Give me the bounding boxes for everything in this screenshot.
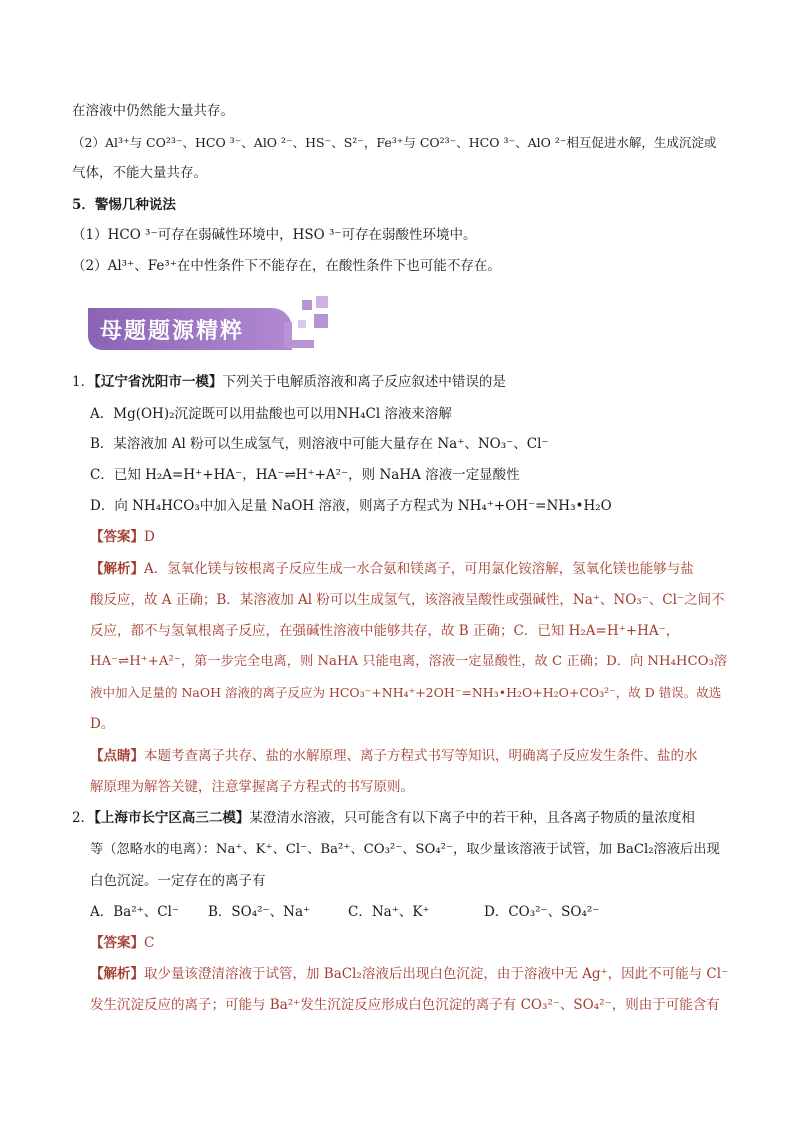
q2-stem-line-2: 等（忽略水的电离）：Na⁺、K⁺、Cl⁻、Ba²⁺、CO₃²⁻、SO₄²⁻，取少量该溶液于试管，加 BaCl₂溶液后出现 — [90, 842, 720, 857]
intro-line-1: 在溶液中仍然能大量共存。 — [72, 103, 234, 119]
q1-option-a: A．Mg(OH)₂沉淀既可以用盐酸也可以用NH₄Cl 溶液来溶解 — [90, 406, 452, 422]
q1-analysis-line-3: 反应，都不与氢氧根离子反应，在强碱性溶液中能够共存，故 B 正确；C．已知 H₂A=H⁺+HA⁻， — [90, 623, 680, 639]
intro-line-3: 气体，不能大量共存。 — [72, 165, 207, 181]
q2-option-a: A．Ba²⁺、Cl⁻ — [90, 904, 180, 920]
q1-analysis-line-4: HA⁻⇌H⁺+A²⁻，第一步完全电离，则 NaHA 只能电离，溶液一定显酸性，故 C 正确；D．向 NH₄HCO₃溶 — [90, 654, 728, 669]
q2-analysis-line-2: 发生沉淀反应的离子；可能与 Ba²⁺发生沉淀反应形成白色沉淀的离子有 CO₃²⁻、SO₄²⁻，则由于可能含有 — [90, 997, 720, 1013]
q1-option-b: B．某溶液加 Al 粉可以生成氢气，则溶液中可能大量存在 Na⁺、NO₃⁻、Cl⁻ — [90, 436, 549, 452]
q1-option-c: C．已知 H₂A=H⁺+HA⁻，HA⁻⇌H⁺+A²⁻，则 NaHA 溶液一定显酸性 — [90, 467, 520, 483]
q1-answer — [90, 527, 155, 547]
q2-stem-line-3: 白色沉淀。一定存在的离子有 — [90, 873, 266, 889]
section5-item-2: （2）Al³⁺、Fe³⁺在中性条件下不能存在，在酸性条件下也可能不存在。 — [72, 258, 501, 274]
q1-option-d: D．向 NH₄HCO₃中加入足量 NaOH 溶液，则离子方程式为 NH₄⁺+OH⁻=NH₃•H₂O — [90, 498, 612, 514]
q2-option-b: B．SO₄²⁻、Na⁺ — [208, 904, 311, 920]
q1-analysis-line-6: D。 — [90, 716, 115, 732]
q1-number: 1． — [72, 374, 95, 390]
q1-stem-text: 下列关于电解质溶液和离子反应叙述中错误的是 — [222, 374, 506, 390]
q2-option-d: D．CO₃²⁻、SO₄²⁻ — [484, 904, 600, 920]
q1-answer-value: D — [144, 529, 155, 545]
q2-stem-line-1: 2．【上海市长宁区高三二模】某澄清水溶液，只可能含有以下离子中的若干种，且各离子物质的量浓度相 — [72, 810, 695, 826]
section-banner — [88, 296, 334, 352]
q1-analysis-line-1: 【解析】A．氢氧化镁与铵根离子反应生成一水合氨和镁离子，可用氯化铵溶解，氢氧化镁也能够与盐 — [90, 561, 694, 577]
q2-number: 2． — [72, 810, 95, 826]
intro-line-2: （2）Al³⁺与 CO²³⁻、HCO ³⁻、AlO ²⁻、HS⁻、S²⁻，Fe³⁺与 CO²³⁻、HCO ³⁻、AlO ²⁻相互促进水解，生成沉淀或 — [72, 135, 717, 150]
q2-answer-value: C — [144, 935, 155, 951]
q2-analysis-label: 【解析】 — [90, 966, 144, 982]
q1-analysis-line-5: 液中加入足量的 NaOH 溶液的离子反应为 HCO₃⁻+NH₄⁺+2OH⁻=NH₃•H₂O+H₂O+CO₃²⁻，故 D 错误。故选 — [90, 685, 722, 700]
q1-stem — [72, 372, 506, 392]
q1-source: 【辽宁省沈阳市一模】 — [94, 374, 223, 390]
section5-heading: 5．警惕几种说法 — [72, 197, 176, 213]
q1-analysis-line-2: 酸反应，故 A 正确；B．某溶液加 Al 粉可以生成氢气，该溶液呈酸性或强碱性，Na⁺、NO₃⁻、Cl⁻之间不 — [90, 592, 725, 608]
q2-answer-label: 【答案】 — [90, 935, 144, 951]
q2-answer — [90, 933, 154, 953]
q2-source: 【上海市长宁区高三二模】 — [94, 810, 250, 826]
section5-item-1: （1）HCO ³⁻可存在弱碱性环境中，HSO ³⁻可存在弱酸性环境中。 — [72, 227, 477, 243]
q1-comment-line-1: 【点睛】本题考查离子共存、盐的水解原理、离子方程式书写等知识，明确离子反应发生条件、盐的水 — [90, 748, 698, 764]
q2-analysis-line-1: 【解析】取少量该澄清溶液于试管，加 BaCl₂溶液后出现白色沉淀，由于溶液中无 Ag⁺，因此不可能与 Cl⁻ — [90, 966, 729, 982]
q1-comment-line-2: 解原理为解答关键，注意掌握离子方程式的书写原则。 — [90, 779, 414, 795]
q2-option-c: C．Na⁺、K⁺ — [348, 904, 430, 920]
q1-answer-label: 【答案】 — [90, 529, 144, 545]
banner-title: 母题题源精粹 — [100, 319, 245, 344]
q2-options — [90, 902, 599, 922]
q1-analysis-label: 【解析】 — [90, 561, 144, 577]
q1-comment-label: 【点睛】 — [90, 748, 144, 764]
